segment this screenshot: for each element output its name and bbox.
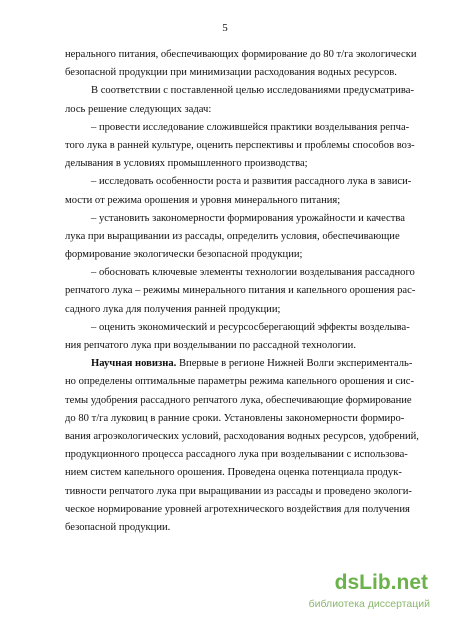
line-text: – установить закономерности формирования урожайности и качества	[91, 212, 405, 224]
text-line	[65, 64, 419, 82]
text-line	[65, 519, 419, 537]
line-text: продукционного процесса рассадного лука при возделывании с использова-	[65, 449, 408, 461]
line-text: темы удобрения рассадного репчатого лука, обеспечивающие формирование	[65, 394, 412, 406]
line-text: нием систем капельного орошения. Проведена оценка потенциала продук-	[65, 467, 402, 479]
line-text: садного лука для получения ранней продукции;	[65, 303, 281, 315]
line-text: – обосновать ключевые элементы технологии возделывания рассадного	[91, 267, 415, 279]
text-line	[65, 282, 419, 300]
text-line	[65, 464, 419, 482]
text-line	[65, 501, 419, 519]
text-line	[65, 101, 419, 119]
text-line	[65, 210, 419, 228]
text-line	[65, 264, 419, 282]
line-text: до 80 т/га луковиц в ранние сроки. Установлены закономерности формиро-	[65, 412, 405, 424]
document-body	[65, 46, 419, 537]
text-line	[65, 446, 419, 464]
text-line	[65, 319, 419, 337]
line-text: лось решение следующих задач:	[65, 103, 212, 115]
line-text: В соответствии с поставленной целью исследованиями предусматрива-	[91, 85, 415, 97]
text-line	[65, 46, 419, 64]
line-text: Впервые в регионе Нижней Волги эксперименталь-	[176, 358, 413, 370]
text-line	[65, 301, 419, 319]
line-text: ния репчатого лука при возделывании по рассадной технологии.	[65, 340, 356, 351]
text-line	[65, 119, 419, 137]
text-line	[65, 192, 419, 210]
line-text: – оценить экономический и ресурсосберегающий эффекты возделыва-	[91, 321, 410, 333]
text-line	[65, 373, 419, 391]
line-text: лука при выращивании из рассады, определить условия, обеспечивающие	[65, 230, 400, 242]
line-text: – исследовать особенности роста и развития рассадного лука в зависи-	[91, 176, 412, 188]
text-line	[65, 137, 419, 155]
line-text: вания агроэкологических условий, расходования водных ресурсов, удобрений,	[65, 430, 419, 442]
line-text: репчатого лука – режимы минерального питания и капельного орошения рас-	[65, 285, 416, 297]
text-line	[65, 82, 419, 100]
watermark-subtitle: библиотека диссертаций	[308, 598, 430, 610]
line-text: ческое нормирование уровней агротехнического воздействия для получения	[65, 503, 410, 515]
line-text: мости от режима орошения и уровня минерального питания;	[65, 194, 341, 206]
line-text: нерального питания, обеспечивающих формирование до 80 т/га экологически	[65, 49, 417, 60]
text-line	[65, 228, 419, 246]
line-text: того лука в ранней культуре, оценить перспективы и проблемы способов воз-	[65, 139, 415, 151]
text-line	[65, 155, 419, 173]
line-text: безопасной продукции.	[65, 521, 171, 533]
text-line	[65, 410, 419, 428]
text-line	[65, 173, 419, 191]
text-line	[65, 392, 419, 410]
watermark-logo	[292, 571, 432, 615]
text-line	[65, 337, 419, 355]
line-text: формирование экологически безопасной продукции;	[65, 249, 303, 261]
text-line	[65, 483, 419, 501]
section-heading: Научная новизна.	[91, 358, 177, 370]
text-line	[65, 246, 419, 264]
line-text: но определены оптимальные параметры режима капельного орошения и сис-	[65, 376, 415, 388]
text-line	[65, 355, 419, 373]
watermark-brand: dsLib.net	[334, 571, 428, 594]
line-text: делывания в условиях промышленного производства;	[65, 158, 308, 170]
page-number: 5	[222, 22, 228, 34]
line-text: – провести исследование сложившейся практики возделывания репча-	[91, 121, 410, 133]
text-line	[65, 428, 419, 446]
line-text: безопасной продукции при минимизации расходования водных ресурсов.	[65, 67, 397, 79]
line-text: тивности репчатого лука при выращивании из рассады и проведено экологи-	[65, 485, 412, 497]
